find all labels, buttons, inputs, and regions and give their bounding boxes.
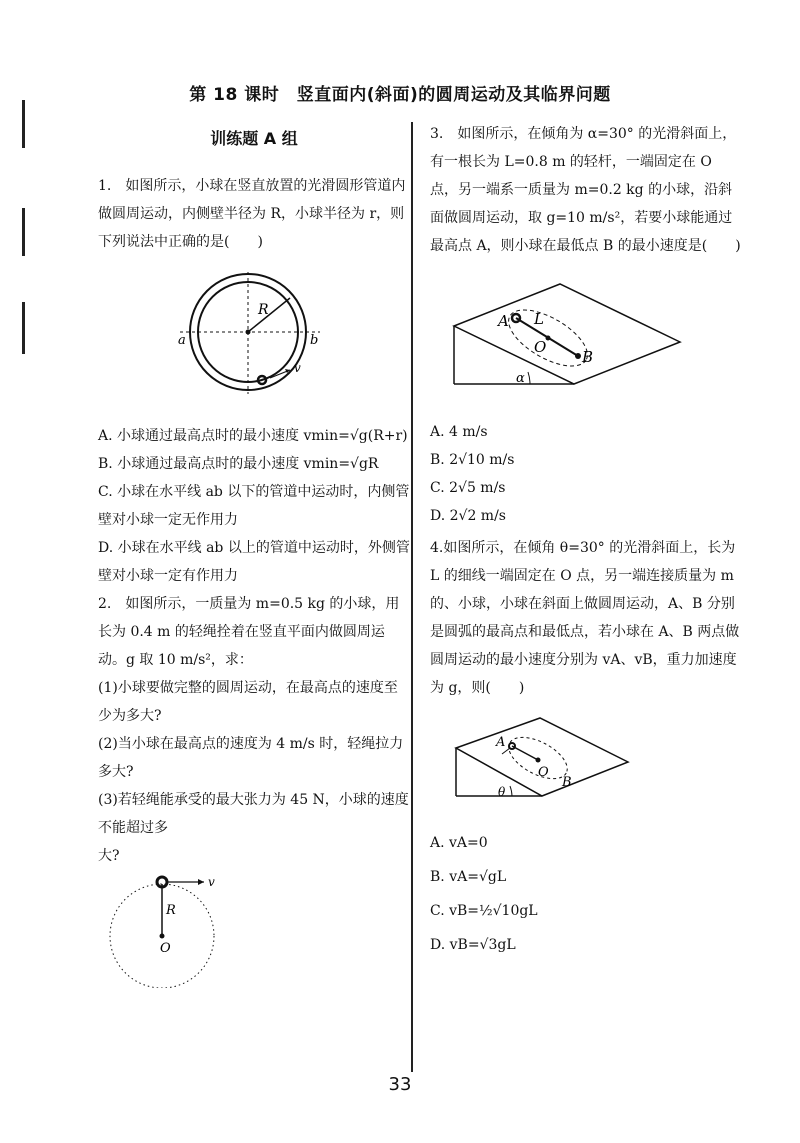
question-4 <box>430 534 742 702</box>
q3-label-O: O <box>534 338 547 356</box>
q4-label-O: O <box>538 765 549 780</box>
q1-option-c: C. 小球在水平线 ab 以下的管道中运动时，内侧管壁对小球一定无作用力 <box>98 484 410 528</box>
q3-option-d: D. 2√2 m/s <box>430 508 506 524</box>
q1-option-d: D. 小球在水平线 ab 以上的管道中运动时，外侧管壁对小球一定有作用力 <box>98 540 410 584</box>
q4-label-A: A <box>496 735 506 750</box>
q4-option-b: B. vA=√gL <box>430 869 507 885</box>
q1-option-b: B. 小球通过最高点时的最小速度 vmin=√gR <box>98 456 379 472</box>
q1-options <box>98 422 410 590</box>
q3-label-L: L <box>534 310 544 328</box>
binder-mark <box>22 208 25 256</box>
q4-options <box>430 826 742 962</box>
q4-figure <box>452 716 632 800</box>
q2-figure <box>104 870 244 988</box>
q3-option-a: A. 4 m/s <box>430 424 488 440</box>
q4-option-c: C. vB=½√10gL <box>430 903 538 919</box>
q3-label-B: B <box>582 348 594 366</box>
q2-label-R: R <box>166 903 176 918</box>
q3-option-c: C. 2√5 m/s <box>430 480 506 496</box>
page-number: 33 <box>388 1074 412 1095</box>
q3-stem: 3. 如图所示，在倾角为 α=30° 的光滑斜面上，有一根长为 L=0.8 m 的轻杆，一端固定在 O 点，另一端系一质量为 m=0.2 kg 的小球，沿斜面做圆周运动，取 g=10 m/s²，若要小球能通过最高点 A，则小球在最低点 B 的最小速度是( ) <box>430 126 741 254</box>
q2-part-3: (3)若轻绳能承受的最大张力为 45 N，小球的速度不能超过多 <box>98 792 409 836</box>
q1-label-v: v <box>294 361 301 375</box>
q1-label-R: R <box>258 302 269 318</box>
q2-stem: 2. 如图所示，一质量为 m=0.5 kg 的小球，用长为 0.4 m 的轻绳拴着在竖直平面内做圆周运动。g 取 10 m/s²，求： <box>98 596 400 668</box>
q3-option-b: B. 2√10 m/s <box>430 452 515 468</box>
q4-option-d: D. vB=√3gL <box>430 937 516 953</box>
q1-label-a: a <box>178 333 186 348</box>
q1-stem: 1. 如图所示，小球在竖直放置的光滑圆形管道内做圆周运动，内侧壁半径为 R，小球半径为 r，则下列说法中正确的是( ) <box>98 178 406 250</box>
question-1 <box>98 172 410 256</box>
q3-figure <box>450 282 686 390</box>
q1-figure <box>176 272 326 396</box>
q1-label-b: b <box>310 333 319 348</box>
binder-mark <box>22 302 25 354</box>
q4-label-B: B <box>562 775 572 790</box>
q3-label-A: A <box>498 312 509 330</box>
q2-label-v: v <box>208 875 215 889</box>
question-2 <box>98 590 410 870</box>
q3-options <box>430 418 742 530</box>
q1-option-a: A. 小球通过最高点时的最小速度 vmin=√g(R+r) <box>98 428 408 444</box>
q4-stem: 4.如图所示，在倾角 θ=30° 的光滑斜面上，长为 L 的细线一端固定在 O 点，另一端连接质量为 m 的、小球，小球在斜面上做圆周运动，A、B 分别是圆弧的最高点和最低点，若小球在 A、B 两点做圆周运动的最小速度分别为 vA、vB，重力加速度为 g，则( ) <box>430 540 740 696</box>
page-title: 第 18 课时 竖直面内(斜面)的圆周运动及其临界问题 <box>189 85 611 105</box>
q2-part-3-cont: 大? <box>98 848 120 864</box>
q3-label-alpha: α <box>516 371 525 386</box>
binder-mark <box>22 100 25 148</box>
q4-label-theta: θ <box>498 785 506 799</box>
column-divider <box>411 122 413 1072</box>
q2-part-1: (1)小球要做完整的圆周运动，在最高点的速度至少为多大? <box>98 680 398 724</box>
section-subtitle: 训练题 A 组 <box>210 129 298 148</box>
question-3 <box>430 120 742 260</box>
q2-label-O: O <box>160 941 171 956</box>
q2-part-2: (2)当小球在最高点的速度为 4 m/s 时，轻绳拉力多大? <box>98 736 404 780</box>
q4-option-a: A. vA=0 <box>430 835 488 851</box>
